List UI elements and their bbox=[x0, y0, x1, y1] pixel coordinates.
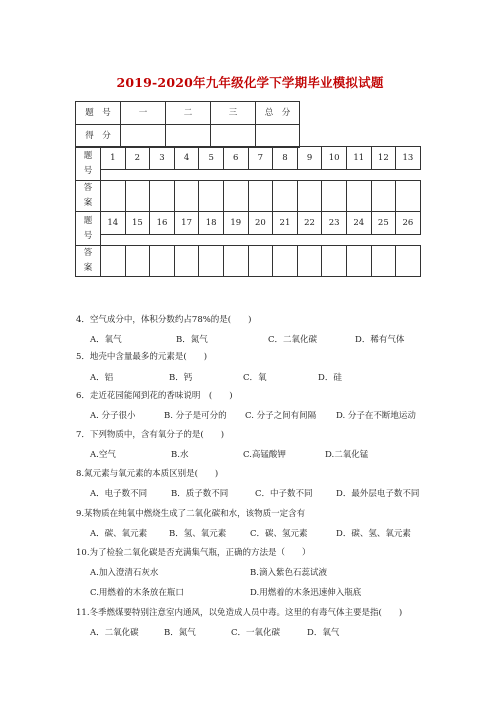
question-number: 9 bbox=[297, 147, 322, 170]
question-number: 26 bbox=[396, 212, 421, 235]
option[interactable]: C．一氧化碳 bbox=[231, 628, 281, 638]
question-number: 23 bbox=[322, 212, 347, 235]
question-number: 11 bbox=[346, 147, 371, 170]
answer-cell[interactable] bbox=[297, 246, 322, 277]
answer-cell[interactable] bbox=[174, 246, 199, 277]
answer-label-bottom: 案 bbox=[83, 263, 93, 273]
question-stem: 6．走近花园能闻到花的香味说明 ( ) bbox=[76, 391, 233, 401]
option[interactable]: A．铝 bbox=[90, 373, 114, 383]
answer-cell[interactable] bbox=[248, 246, 273, 277]
score-cell[interactable] bbox=[256, 125, 300, 148]
question-number: 22 bbox=[297, 212, 322, 235]
answer-label-cell bbox=[76, 246, 101, 277]
option[interactable]: B．钙 bbox=[169, 373, 193, 383]
option[interactable]: B．质子数不同 bbox=[171, 489, 229, 499]
question-stem: 5．地壳中含量最多的元素是( ) bbox=[76, 352, 208, 362]
answer-cell[interactable] bbox=[371, 181, 396, 212]
question-stem: 7．下列物质中，含有氧分子的是( ) bbox=[76, 430, 225, 440]
answer-table bbox=[75, 146, 421, 277]
question-number: 25 bbox=[371, 212, 396, 235]
answer-row bbox=[76, 246, 421, 277]
question-number: 17 bbox=[174, 212, 199, 235]
score-header-cell: 题 号 bbox=[76, 102, 121, 125]
option[interactable]: A.加入澄清石灰水 bbox=[90, 568, 159, 578]
question-number: 24 bbox=[346, 212, 371, 235]
option[interactable]: C.用燃着的木条放在瓶口 bbox=[90, 588, 184, 598]
answer-cell[interactable] bbox=[150, 181, 175, 212]
option[interactable]: C. 分子之间有间隔 bbox=[245, 411, 317, 421]
question-stem: 9.某物质在纯氧中燃烧生成了二氧化碳和水，该物质一定含有 bbox=[76, 509, 306, 519]
question-number: 4 bbox=[174, 147, 199, 170]
question-number: 12 bbox=[371, 147, 396, 170]
answer-cell[interactable] bbox=[125, 246, 150, 277]
question-number: 8 bbox=[273, 147, 298, 170]
number-label-top: 题 bbox=[83, 215, 93, 226]
option[interactable]: A．碳、氧元素 bbox=[90, 529, 148, 539]
score-cell[interactable] bbox=[121, 125, 166, 148]
answer-cell[interactable] bbox=[199, 181, 224, 212]
answer-cell[interactable] bbox=[297, 181, 322, 212]
option[interactable]: D．氧气 bbox=[307, 628, 340, 638]
answer-cell[interactable] bbox=[346, 181, 371, 212]
question-stem: 8.氮元素与氧元素的本质区别是( ) bbox=[76, 469, 219, 479]
answer-label-top: 答 bbox=[83, 183, 93, 193]
question-stem: 4．空气成分中，体积分数约占78%的是( ) bbox=[76, 315, 252, 325]
score-header-cell: 总 分 bbox=[256, 102, 300, 125]
answer-cell[interactable] bbox=[101, 246, 126, 277]
answer-cell[interactable] bbox=[248, 181, 273, 212]
answer-cell[interactable] bbox=[322, 246, 347, 277]
answer-cell[interactable] bbox=[273, 246, 298, 277]
question-number: 15 bbox=[125, 212, 150, 235]
question-number-row bbox=[76, 147, 421, 170]
option[interactable]: D．硅 bbox=[318, 373, 342, 383]
option[interactable]: A．二氧化碳 bbox=[90, 628, 139, 638]
answer-cell[interactable] bbox=[396, 246, 421, 277]
option[interactable]: B．氮气 bbox=[176, 335, 208, 345]
option[interactable]: C．碳、氢元素 bbox=[250, 529, 308, 539]
option[interactable]: C．中子数不同 bbox=[255, 489, 313, 499]
score-table bbox=[75, 101, 300, 148]
option[interactable]: C．氧 bbox=[243, 373, 267, 383]
option[interactable]: D．最外层电子数不同 bbox=[336, 489, 420, 499]
question-stem: 11.冬季燃煤要特别注意室内通风，以免造成人员中毒。这里的有毒气体主要是指( ) bbox=[76, 608, 403, 618]
number-label-bottom: 号 bbox=[83, 165, 93, 176]
question-number: 14 bbox=[101, 212, 126, 235]
option[interactable]: B. 分子是可分的 bbox=[164, 411, 227, 421]
answer-cell[interactable] bbox=[396, 181, 421, 212]
answer-label-top: 答 bbox=[83, 248, 93, 258]
answer-cell[interactable] bbox=[223, 246, 248, 277]
question-stem: 10.为了检验二氧化碳是否充满集气瓶，正确的方法是（ ） bbox=[76, 548, 311, 558]
answer-cell[interactable] bbox=[371, 246, 396, 277]
answer-label-bottom: 案 bbox=[83, 198, 93, 208]
score-cell[interactable] bbox=[166, 125, 211, 148]
score-header-cell: 三 bbox=[211, 102, 256, 125]
option[interactable]: D．稀有气体 bbox=[355, 335, 405, 345]
option[interactable]: B．氮气 bbox=[164, 628, 196, 638]
option[interactable]: D．碳、氢、氧元素 bbox=[336, 529, 411, 539]
answer-cell[interactable] bbox=[101, 181, 126, 212]
question-number: 2 bbox=[125, 147, 150, 170]
option[interactable]: C.高锰酸钾 bbox=[243, 450, 286, 460]
question-number: 13 bbox=[396, 147, 421, 170]
question-number-row bbox=[76, 212, 421, 235]
answer-cell[interactable] bbox=[125, 181, 150, 212]
option[interactable]: D.用燃着的木条迅速伸入瓶底 bbox=[250, 588, 362, 598]
option[interactable]: B．氢、氧元素 bbox=[169, 529, 227, 539]
answer-cell[interactable] bbox=[199, 246, 224, 277]
option[interactable]: A．电子数不同 bbox=[90, 489, 148, 499]
answer-row bbox=[76, 181, 421, 212]
question-number: 6 bbox=[223, 147, 248, 170]
answer-cell[interactable] bbox=[174, 181, 199, 212]
number-label-top: 题 bbox=[83, 150, 93, 161]
score-header-cell: 二 bbox=[166, 102, 211, 125]
option[interactable]: A．氧气 bbox=[90, 335, 122, 345]
question-number: 7 bbox=[248, 147, 273, 170]
option[interactable]: C．二氧化碳 bbox=[268, 335, 318, 345]
question-number: 16 bbox=[150, 212, 175, 235]
question-number: 10 bbox=[322, 147, 347, 170]
option[interactable]: B.滴入紫色石蕊试液 bbox=[250, 568, 327, 578]
option[interactable]: D.二氧化锰 bbox=[325, 450, 369, 460]
option[interactable]: A. 分子很小 bbox=[90, 411, 136, 421]
answer-cell[interactable] bbox=[322, 181, 347, 212]
answer-label-cell bbox=[76, 181, 101, 212]
score-label: 得 分 bbox=[76, 125, 121, 148]
question-number: 1 bbox=[101, 147, 126, 170]
score-cell[interactable] bbox=[211, 125, 256, 148]
answer-cell[interactable] bbox=[150, 246, 175, 277]
answer-cell[interactable] bbox=[346, 246, 371, 277]
answer-cell[interactable] bbox=[273, 181, 298, 212]
exam-title: 2019-2020年九年级化学下学期毕业模拟试题 bbox=[116, 75, 384, 90]
number-label-bottom: 号 bbox=[83, 230, 93, 241]
number-label-cell bbox=[76, 212, 101, 246]
score-header-row bbox=[76, 102, 300, 125]
question-number: 3 bbox=[150, 147, 175, 170]
question-number: 18 bbox=[199, 212, 224, 235]
score-value-row bbox=[76, 125, 300, 148]
score-header-cell: 一 bbox=[121, 102, 166, 125]
question-number: 21 bbox=[273, 212, 298, 235]
option[interactable]: A.空气 bbox=[90, 450, 116, 460]
question-number: 20 bbox=[248, 212, 273, 235]
option[interactable]: D. 分子在不断地运动 bbox=[336, 411, 416, 421]
option[interactable]: B.水 bbox=[171, 450, 189, 460]
number-label-cell bbox=[76, 147, 101, 181]
question-number: 5 bbox=[199, 147, 224, 170]
answer-cell[interactable] bbox=[223, 181, 248, 212]
question-number: 19 bbox=[223, 212, 248, 235]
